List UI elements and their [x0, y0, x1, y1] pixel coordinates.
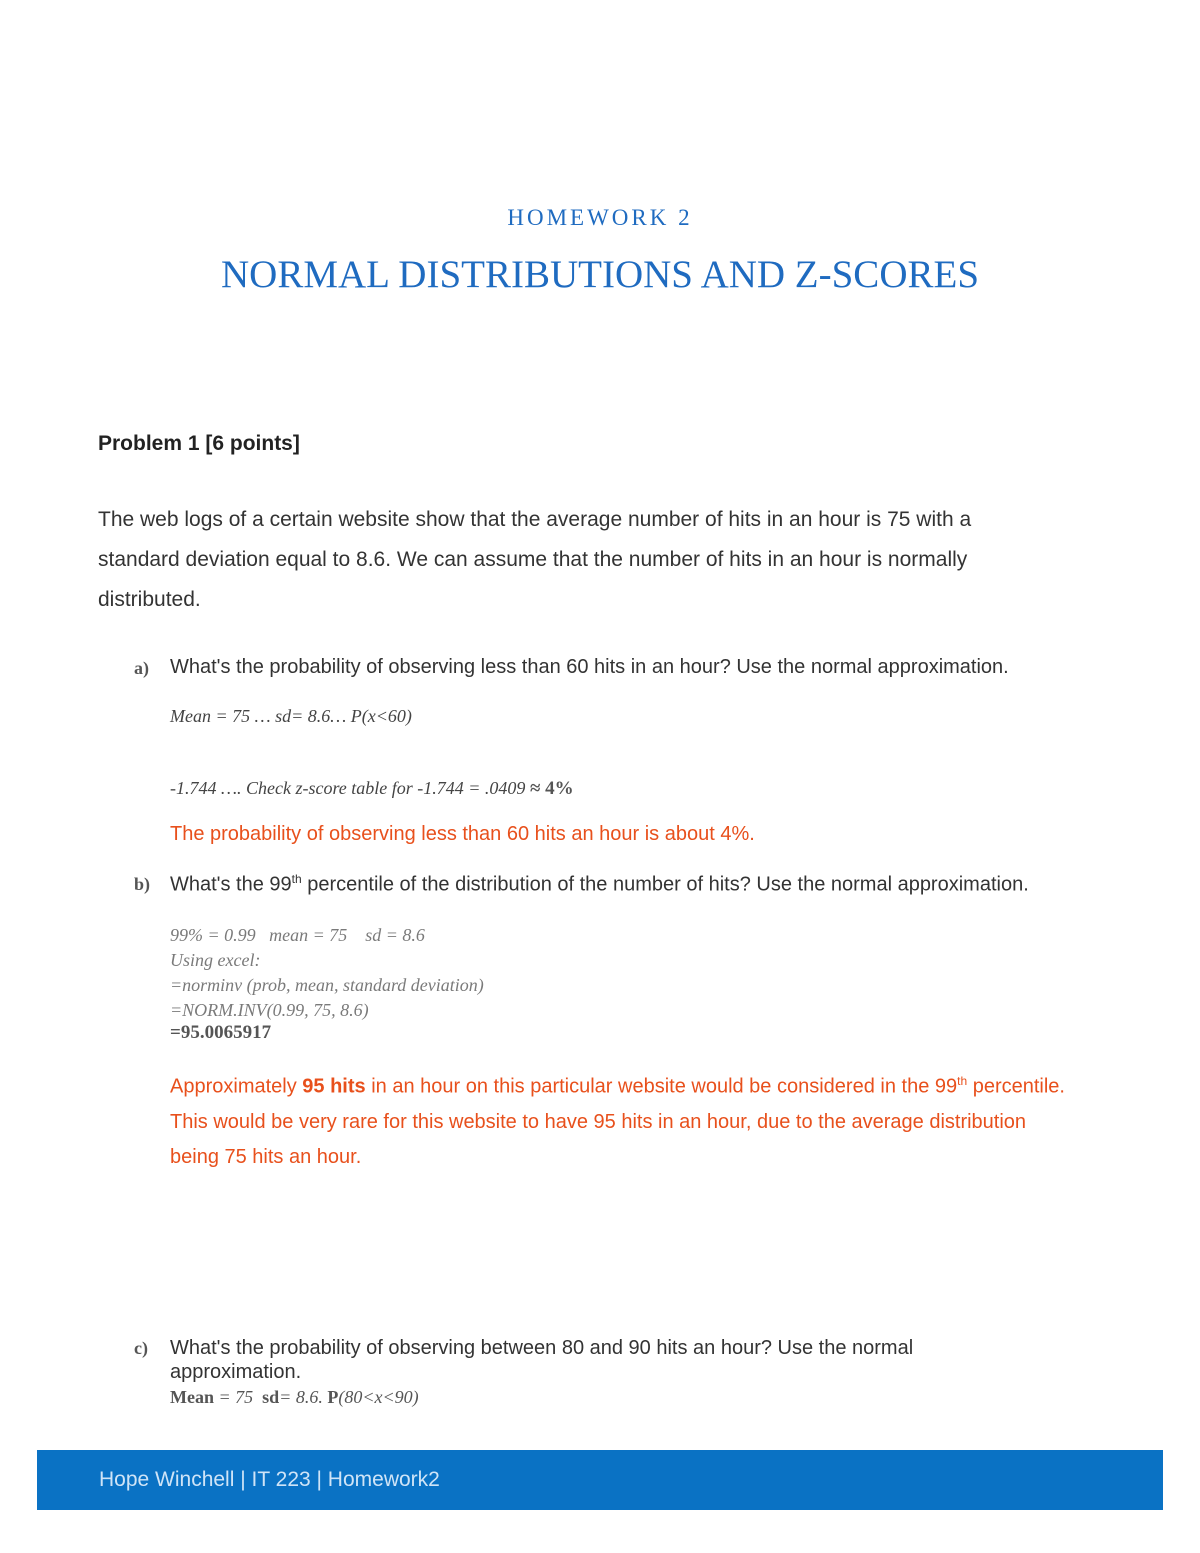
- part-c-sd-value: = 8.6.: [279, 1387, 328, 1407]
- part-c-work: [170, 1387, 419, 1408]
- part-b-answer-mid: in an hour on this particular website would be considered in the 99: [365, 1075, 958, 1098]
- part-c-mean-label: Mean: [170, 1387, 214, 1407]
- page-footer: [37, 1450, 1163, 1510]
- part-a-work-2: [170, 778, 574, 800]
- part-a-question: What's the probability of observing less than 60 hits in an hour? Use the normal approximation.: [170, 656, 1009, 678]
- part-b-work-line: Using excel:: [170, 950, 261, 970]
- document-title: NORMAL DISTRIBUTIONS AND Z-SCORES: [220, 253, 980, 296]
- part-a-work-2-result: ≈ 4%: [529, 778, 574, 799]
- part-b-answer-line-3: being 75 hits an hour.: [170, 1145, 362, 1168]
- part-b-work-line: =norminv (prob, mean, standard deviation): [170, 975, 484, 995]
- part-b-answer: [170, 1064, 1065, 1175]
- part-b-answer-pre: Approximately: [170, 1075, 303, 1098]
- part-a-work-2-text: -1.744 …. Check z-score table for -1.744 = .0409: [170, 778, 530, 798]
- part-b-answer-line-2: This would be very rare for this website to have 95 hits in an hour, due to the average distribution: [170, 1110, 1027, 1133]
- problem-heading: Problem 1 [6 points]: [98, 432, 300, 455]
- part-b-work-line: 99% = 0.99 mean = 75 sd = 8.6: [170, 925, 425, 945]
- part-a-answer: The probability of observing less than 60 hits an hour is about 4%.: [170, 823, 755, 845]
- document-eyebrow: HOMEWORK 2: [507, 205, 693, 230]
- part-c-question-line: What's the probability of observing between 80 and 90 hits an hour? Use the normal: [170, 1337, 914, 1359]
- intro-line: distributed.: [98, 588, 201, 611]
- footer-text: Hope Winchell | IT 223 | Homework2: [99, 1468, 440, 1491]
- part-c-question: [170, 1336, 913, 1384]
- part-b-letter: b): [134, 874, 151, 894]
- part-a-letter: a): [134, 658, 149, 678]
- part-c-sd-label: sd: [262, 1387, 280, 1407]
- part-c-p-label: P: [327, 1387, 339, 1407]
- part-b-result: =95.0065917: [170, 1022, 272, 1043]
- intro-line: The web logs of a certain website show that the average number of hits in an hour is 75 with a: [98, 508, 972, 531]
- part-b-question-sup: th: [291, 872, 302, 886]
- part-b-answer-post: percentile.: [967, 1075, 1065, 1098]
- part-b-work: [170, 923, 484, 1023]
- part-a-work-1: Mean = 75 … sd= 8.6… P(x<60): [170, 706, 412, 726]
- intro-line: standard deviation equal to 8.6. We can assume that the number of hits in an hour is normally: [98, 548, 968, 571]
- part-b-answer-sup: th: [957, 1074, 968, 1088]
- part-c-p-value: (80<x<90): [338, 1387, 419, 1407]
- part-b-question: [170, 872, 1029, 897]
- part-c-mean-value: = 75: [214, 1387, 263, 1407]
- part-b-question-pre: What's the 99: [170, 873, 292, 896]
- part-b-answer-bold: 95 hits: [302, 1075, 366, 1098]
- problem-intro: [98, 500, 1108, 620]
- part-b-work-line: =NORM.INV(0.99, 75, 8.6): [170, 1000, 369, 1020]
- part-b-question-post: percentile of the distribution of the number of hits? Use the normal approximation.: [301, 873, 1029, 896]
- part-b-answer-line-1: [170, 1064, 1065, 1105]
- part-c-letter: c): [134, 1338, 148, 1358]
- part-c-question-line: approximation.: [170, 1361, 302, 1383]
